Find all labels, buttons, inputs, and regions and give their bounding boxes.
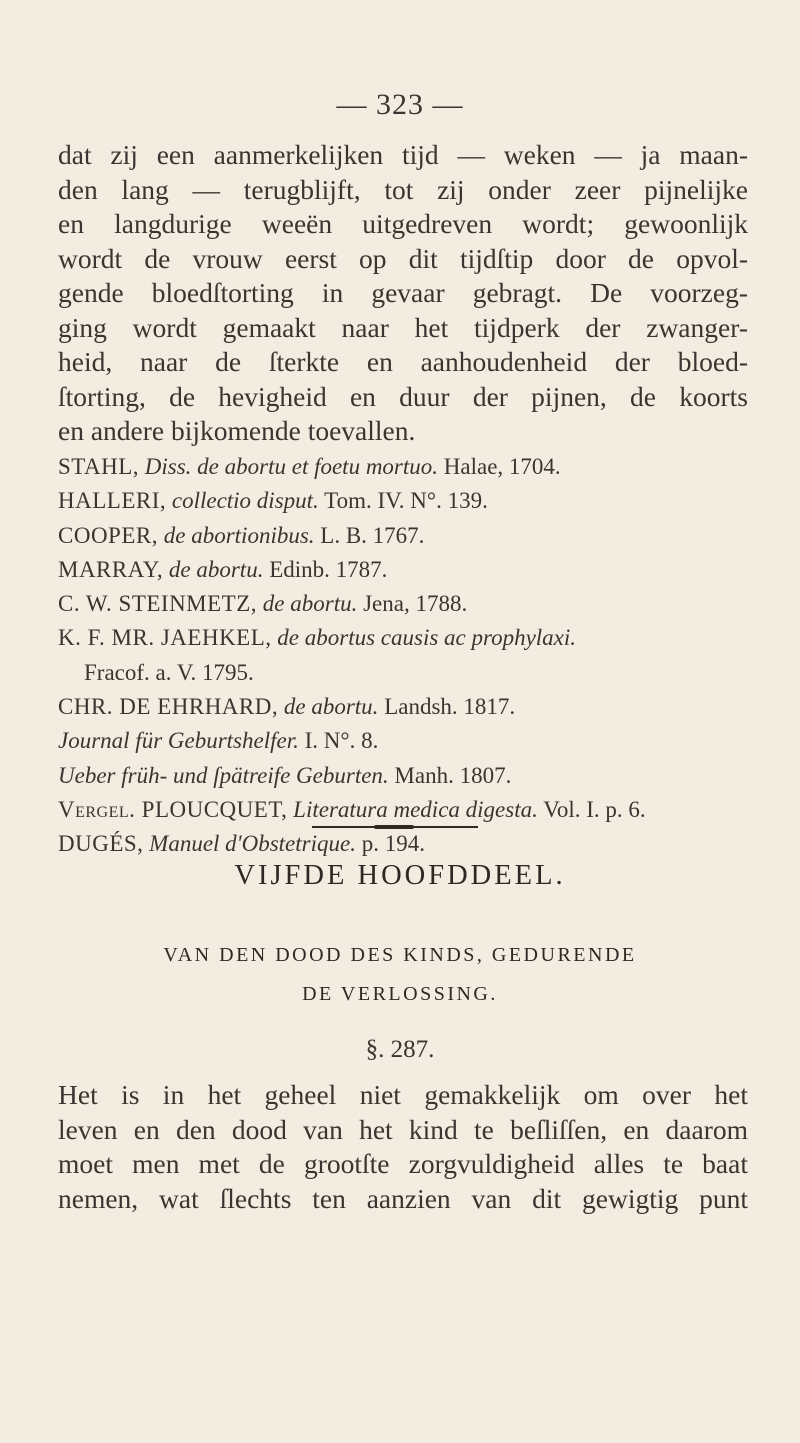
reference-author: STAHL, xyxy=(58,454,140,479)
reference-details: Vol. I. p. 6. xyxy=(543,796,646,822)
paragraph-1 xyxy=(58,138,748,449)
reference-details: Edinb. 1787. xyxy=(269,556,388,582)
reference-title: Manuel d'Obstetrique. xyxy=(149,831,356,857)
chapter-subtitle-line-1: VAN DEN DOOD DES KINDS, GEDURENDE xyxy=(163,944,637,966)
reference-title: de abortu. xyxy=(168,556,264,582)
reference-author: MARRAY, xyxy=(58,556,164,582)
reference-details: I. N°. 8. xyxy=(304,728,379,754)
text-line: heid, naar de ſterkte en aanhoudenheid der bloed- xyxy=(58,346,748,377)
reference-details: p. 194. xyxy=(361,831,425,857)
reference-author: Vergel. PLOUCQUET, xyxy=(58,796,288,822)
text-line: leven en den dood van het kind te beſliſſen, en daarom xyxy=(58,1113,748,1145)
reference-item xyxy=(58,724,758,758)
text-line: den lang — terugblijft, tot zij onder zeer pijnelijke xyxy=(58,173,748,205)
reference-title: collectio disput. xyxy=(171,488,319,514)
reference-item xyxy=(58,587,758,621)
text-line: en langdurige weeën uitgedreven wordt; gewoonlijk xyxy=(58,208,748,239)
reference-item xyxy=(58,519,758,553)
reference-item xyxy=(58,450,758,484)
reference-item xyxy=(58,484,758,518)
reference-title: de abortionibus. xyxy=(163,522,315,548)
page-number: — 323 — xyxy=(336,88,464,121)
reference-author: C. W. STEINMETZ, xyxy=(58,591,258,617)
reference-author: COOPER, xyxy=(58,522,158,548)
reference-title: Diss. de abortu et foetu mortuo. xyxy=(144,454,439,479)
text-line: dat zij een aanmerkelijken tijd — weken — ja maan- xyxy=(58,139,748,170)
reference-item xyxy=(58,793,758,827)
text-line: moet men met de grootſte zorgvuldigheid alles te baat xyxy=(58,1148,748,1179)
reference-title: de abortu. xyxy=(283,694,379,720)
reference-details: Jena, 1788. xyxy=(363,591,468,617)
reference-details: Fracof. a. V. 1795. xyxy=(84,659,254,685)
reference-details: Halae, 1704. xyxy=(443,454,561,479)
paragraph-2 xyxy=(58,1078,748,1216)
text-line: wordt de vrouw eerst op dit tijdſtip door de opvol- xyxy=(58,242,748,274)
chapter-title: VIJFDE HOOFDDEEL. xyxy=(234,860,566,891)
reference-details: Landsh. 1817. xyxy=(384,694,516,720)
reference-item xyxy=(58,553,758,587)
reference-details: L. B. 1767. xyxy=(320,522,425,548)
reference-author: K. F. MR. JAEHKEL, xyxy=(58,625,272,651)
reference-details: Manh. 1807. xyxy=(394,762,512,788)
text-line: nemen, wat ſlechts ten aanzien van dit gewigtig punt xyxy=(58,1182,748,1214)
reference-list xyxy=(58,450,758,862)
text-line: en andere bijkomende toevallen. xyxy=(58,415,416,446)
reference-title: Ueber früh- und ſpätreife Geburten. xyxy=(58,762,389,788)
reference-item xyxy=(58,827,758,861)
text-line: gende bloedſtorting in gevaar gebragt. De voorzeg- xyxy=(58,277,748,308)
text-line: ſtorting, de hevigheid en duur der pijnen, de koorts xyxy=(58,380,748,412)
reference-author: CHR. DE EHRHARD, xyxy=(58,694,279,720)
chapter-subtitle-line-2: DE VERLOSSING. xyxy=(302,983,498,1005)
decorative-rule xyxy=(312,826,478,828)
reference-title: Literatura medica digesta. xyxy=(293,796,538,822)
reference-title: Journal für Geburtshelfer. xyxy=(58,728,299,754)
section-number: §. 287. xyxy=(365,1036,435,1063)
reference-details: Tom. IV. N°. 139. xyxy=(324,488,488,514)
reference-author: HALLERI, xyxy=(58,488,167,514)
text-line: ging wordt gemaakt naar het tijdperk der zwanger- xyxy=(58,311,748,343)
reference-item xyxy=(58,621,758,655)
reference-title: de abortu. xyxy=(262,591,358,617)
text-line: Het is in het geheel niet gemakkelijk om over het xyxy=(58,1079,748,1110)
reference-item xyxy=(58,690,758,724)
reference-author: DUGÉS, xyxy=(58,831,144,857)
reference-title: de abortus causis ac prophylaxi. xyxy=(277,625,577,651)
reference-item xyxy=(58,759,758,793)
reference-item-continued xyxy=(58,656,758,690)
